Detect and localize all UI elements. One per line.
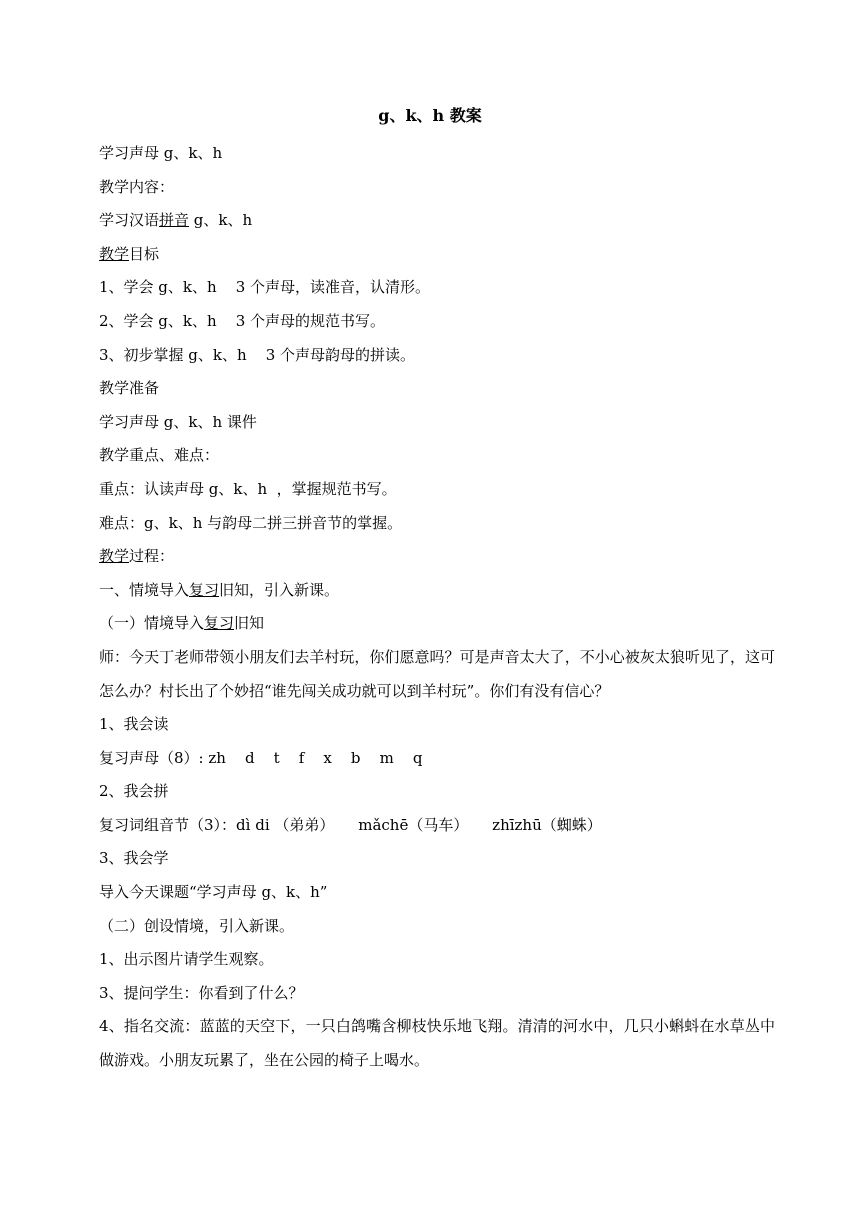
- section-heading: 教学重点、难点：: [99, 446, 220, 465]
- paragraph: 4、指名交流：蓝蓝的天空下，一只白鸽嘴含柳枝快乐地飞翔。清清的河水中，几只小蝌蚪在水草丛中做游戏。小朋友玩累了，坐在公园的椅子上喝水。: [99, 1017, 775, 1070]
- text-line: 2、我会拼: [99, 782, 169, 801]
- section-heading: [99, 238, 775, 272]
- text-line: [99, 204, 775, 238]
- text-span: 学习汉语: [99, 211, 160, 230]
- text-line: 1、出示图片请学生观察。: [99, 950, 274, 969]
- text-span: 一、情境导入: [99, 580, 190, 599]
- text-line: 复习声母（8）: zh d t f x b m q: [99, 748, 423, 767]
- section-heading: 教学准备: [99, 379, 160, 398]
- text-line: 学习声母 g、k、h: [99, 144, 223, 162]
- text-line: （二）创设情境，引入新课。: [99, 916, 295, 935]
- document-body: [99, 137, 775, 1078]
- text-line: 1、我会读: [99, 715, 169, 734]
- paragraph: 师：今天丁老师带领小朋友们去羊村玩，你们愿意吗？可是声音太大了，不小心被灰太狼听见了，这可怎么办？村长出了个妙招“谁先闯关成功就可以到羊村玩”。你们有没有信心？: [99, 647, 775, 700]
- underlined-term: 教学: [99, 547, 130, 566]
- section-heading: [99, 540, 775, 574]
- text-line: [99, 607, 775, 641]
- text-span: g、k、h: [189, 211, 253, 230]
- list-item: 2、学会 g、k、h 3 个声母的规范书写。: [99, 311, 386, 330]
- text-line: 3、提问学生：你看到了什么？: [99, 983, 304, 1002]
- text-span: 旧知: [234, 614, 265, 633]
- text-line: 导入今天课题“学习声母 g、k、h”: [99, 883, 328, 902]
- text-span: （一）情境导入: [99, 614, 205, 633]
- text-line: [99, 574, 775, 608]
- text-span: 过程：: [129, 547, 175, 566]
- document-title: g、k、h 教案: [378, 106, 482, 125]
- text-line: 重点：认读声母 g、k、h ，掌握规范书写。: [99, 479, 397, 498]
- underlined-term: 拼音: [159, 211, 190, 230]
- list-item: 3、初步掌握 g、k、h 3 个声母韵母的拼读。: [99, 345, 416, 364]
- underlined-term: 复习: [189, 580, 220, 599]
- text-line: 3、我会学: [99, 849, 169, 868]
- underlined-term: 教学: [99, 244, 130, 263]
- text-span: 旧知，引入新课。: [219, 580, 340, 599]
- list-item: 1、学会 g、k、h 3 个声母，读准音，认清形。: [99, 278, 431, 297]
- text-span: 目标: [129, 244, 160, 263]
- underlined-term: 复习: [204, 614, 235, 633]
- section-heading: 教学内容：: [99, 177, 175, 196]
- text-line: 复习词组音节（3）：dì di （弟弟） mǎchē（马车） zhīzhū（蜘蛛）: [99, 815, 602, 834]
- text-line: 学习声母 g、k、h 课件: [99, 412, 257, 431]
- text-line: 难点：g、k、h 与韵母二拼三拼音节的掌握。: [99, 513, 403, 532]
